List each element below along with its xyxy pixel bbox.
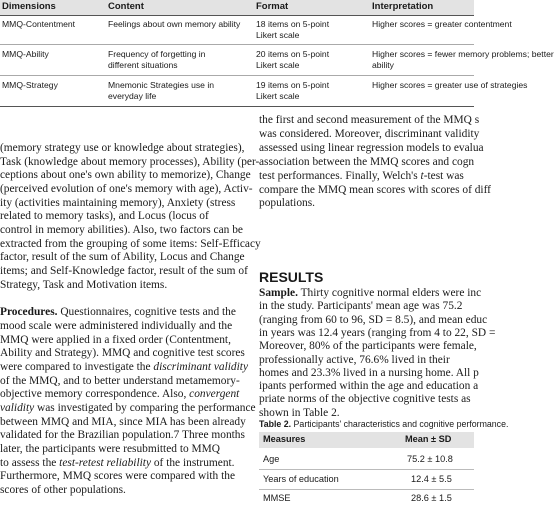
text-line (0, 443, 243, 457)
text-run: test performances. Finally, Welch's (259, 169, 421, 182)
header-dimensions: Dimensions (2, 1, 56, 12)
row-dimension: MMQ-Ability (2, 49, 49, 59)
table2-row (259, 471, 474, 488)
row-interpretation: ability (372, 60, 394, 70)
text-line (0, 210, 243, 224)
text-run: objective memory correspondence. Also, (0, 388, 190, 401)
text-run: in the study. Participants' mean age was 75.2 (259, 300, 463, 313)
text-run: Task (knowledge about memory processes), Ability (per- (0, 155, 260, 168)
text-line (259, 300, 474, 314)
row-content: Feelings about own memory ability (108, 19, 241, 29)
header-format: Format (256, 1, 289, 12)
table2-header-mean-sd: Mean ± SD (405, 434, 452, 444)
row-format: Likert scale (256, 60, 300, 70)
text-line (0, 360, 249, 375)
table2-caption-text: Participants' characteristics and cognitive performance. (291, 419, 509, 429)
text-line (0, 265, 248, 279)
text-line (259, 287, 482, 301)
row-interpretation: Higher scores = greater contentment (372, 19, 512, 29)
text-line (0, 197, 243, 211)
text-line (259, 114, 480, 128)
table2-measure: Age (263, 454, 280, 464)
text-run: t (420, 169, 424, 182)
text-run: extracted from the grouping of some items: Self-Efficacy (0, 237, 261, 250)
text-run: items; and Self-Knowledge factor, result of the sum of (0, 265, 248, 278)
row-format: 18 items on 5-point (256, 19, 330, 29)
table2-measure: Years of education (263, 474, 339, 484)
row-content: Frequency of forgetting in (108, 49, 206, 59)
text-run: compare the MMQ mean scores with scores of diff (259, 183, 491, 196)
text-line (259, 197, 474, 211)
text-run: in years was 12.4 years (ranging from 4 to 22, SD = (259, 326, 496, 339)
header-bottom-rule (0, 15, 474, 16)
row-format: 20 items on 5-point (256, 49, 330, 59)
table2-value: 12.4 ± 5.5 (411, 474, 452, 484)
text-run: ity (activities maintaining memory), Anxiety (stress (0, 196, 236, 209)
text-line (0, 237, 261, 252)
text-run: was considered. Moreover, discriminant validity (259, 127, 480, 140)
text-line (259, 127, 480, 142)
results-heading: RESULTS (259, 269, 324, 285)
text-line (0, 155, 260, 170)
table2-divider (259, 469, 474, 470)
text-line (0, 169, 251, 183)
table2-value: 75.2 ± 10.8 (407, 454, 453, 464)
text-line (0, 388, 243, 402)
header-interpretation: Interpretation (372, 1, 434, 12)
text-run: shown in Table 2. (259, 406, 340, 419)
text-run: to assess the (0, 456, 60, 469)
text-line (0, 347, 243, 361)
table2-header-measures: Measures (263, 434, 306, 444)
text-run: later, the participants were resubmitted to MMQ (0, 442, 221, 455)
table2-row (259, 490, 474, 507)
text-line (259, 141, 484, 156)
run-in-heading: Sample. (259, 287, 298, 299)
table2-caption-label: Table 2. (259, 419, 292, 429)
text-run: discriminant validity (153, 360, 249, 373)
text-line (0, 279, 243, 293)
text-line (259, 156, 474, 170)
table-header-row (0, 0, 474, 15)
text-run: Ability and Strategy). MMQ and cognitive test scores (0, 347, 245, 360)
text-line (0, 415, 246, 430)
row-content: everyday life (108, 91, 157, 101)
text-run: related to memory tasks), and Locus (locus of (0, 210, 209, 223)
text-run: Moreover, 80% of the participants were female, (259, 340, 477, 353)
text-run: populations. (259, 197, 316, 210)
row-divider (0, 75, 474, 76)
row-dimension: MMQ-Contentment (2, 19, 76, 29)
text-run: of the MMQ, and to better understand metamemory- (0, 374, 240, 387)
header-content: Content (108, 1, 144, 12)
text-run: homes and 23.3% lived in a nursing home. All p (259, 366, 479, 379)
text-run: assessed using linear regression models to evalua (259, 141, 484, 154)
run-in-heading: Procedures. (0, 306, 58, 319)
text-run: factor, result of the sum of Ability, Locus and Change (0, 251, 245, 264)
text-run: Furthermore, MMQ scores were compared with the (0, 470, 236, 483)
text-run: (perceived evolution of one's memory with age), Activ- (0, 183, 253, 196)
row-interpretation: Higher scores = fewer memory problems; better (372, 49, 554, 59)
row-interpretation: Higher scores = greater use of strategies (372, 80, 528, 90)
text-line (259, 170, 474, 184)
table2-measure: MMSE (263, 493, 291, 503)
text-run: professionally active, 76.6% lived in their (259, 353, 450, 366)
text-line (0, 334, 243, 348)
text-line (0, 142, 243, 156)
text-line (259, 354, 474, 368)
row-format: Likert scale (256, 30, 300, 40)
text-run: validated for the Brazilian population.7 Three months (0, 429, 245, 442)
text-line (259, 380, 479, 394)
table2-caption (259, 419, 508, 429)
text-run: (memory strategy use or knowledge about strategies), (0, 142, 245, 154)
table-bottom-rule (0, 106, 474, 107)
text-run: between MMQ and MIA, since MIA has been already (0, 415, 246, 428)
text-run: MMQ were applied in a fixed order (Contentment, (0, 333, 231, 346)
row-format: Likert scale (256, 91, 300, 101)
text-run: the first and second measurement of the MMQ s (259, 114, 480, 126)
text-run: control in memory abilities). Also, two factors can be (0, 224, 243, 237)
text-run: convergent (189, 388, 240, 401)
row-format: 19 items on 5-point (256, 80, 330, 90)
text-line (259, 313, 488, 328)
text-run: test-retest reliability (59, 456, 152, 469)
text-run: Questionnaires, cognitive tests and the (57, 306, 236, 319)
text-run: of the instrument. (151, 456, 235, 469)
text-line (0, 320, 243, 334)
text-run: association between the MMQ scores and cogn (259, 155, 475, 168)
text-line (0, 429, 243, 443)
text-run: scores of other populations. (0, 484, 126, 496)
text-run: -test was (423, 169, 464, 182)
row-dimension: MMQ-Strategy (2, 80, 58, 90)
text-line (259, 340, 477, 354)
text-line (0, 375, 243, 389)
text-run: priate norms of the objective cognitive tests as (259, 393, 471, 406)
row-divider (0, 44, 474, 45)
text-run: validity (0, 401, 35, 414)
table-mmq-dimensions (0, 0, 554, 130)
text-run: (ranging from 60 to 96, SD = 8.5), and mean educ (259, 313, 488, 326)
text-run: mood scale were administered individually and the (0, 319, 233, 332)
table2-value: 28.6 ± 1.5 (411, 493, 452, 503)
text-run: ceptions about one's own ability to memorize), Change (0, 169, 251, 182)
text-run: ipants performed within the age and education a (259, 380, 479, 393)
text-run: was investigated by comparing the performance (34, 401, 256, 414)
text-line (0, 251, 243, 265)
text-run: were compared to investigate the (0, 360, 154, 373)
text-line (0, 470, 243, 484)
text-line (259, 183, 491, 198)
text-line (0, 224, 243, 238)
text-line (0, 183, 253, 197)
text-line (259, 326, 496, 341)
row-content: Mnemonic Strategies use in (108, 80, 215, 90)
text-line (0, 457, 243, 471)
row-content: different situations (108, 60, 178, 70)
text-line (0, 484, 243, 498)
text-line (0, 401, 256, 416)
text-line (259, 366, 479, 381)
table2-header-row (259, 432, 474, 448)
text-run: Strategy, Task and Motivation items. (0, 278, 168, 291)
text-line (0, 306, 243, 320)
table2-row (259, 451, 474, 468)
text-run: Thirty cognitive normal elders were inc (297, 287, 482, 299)
text-line (259, 393, 474, 407)
